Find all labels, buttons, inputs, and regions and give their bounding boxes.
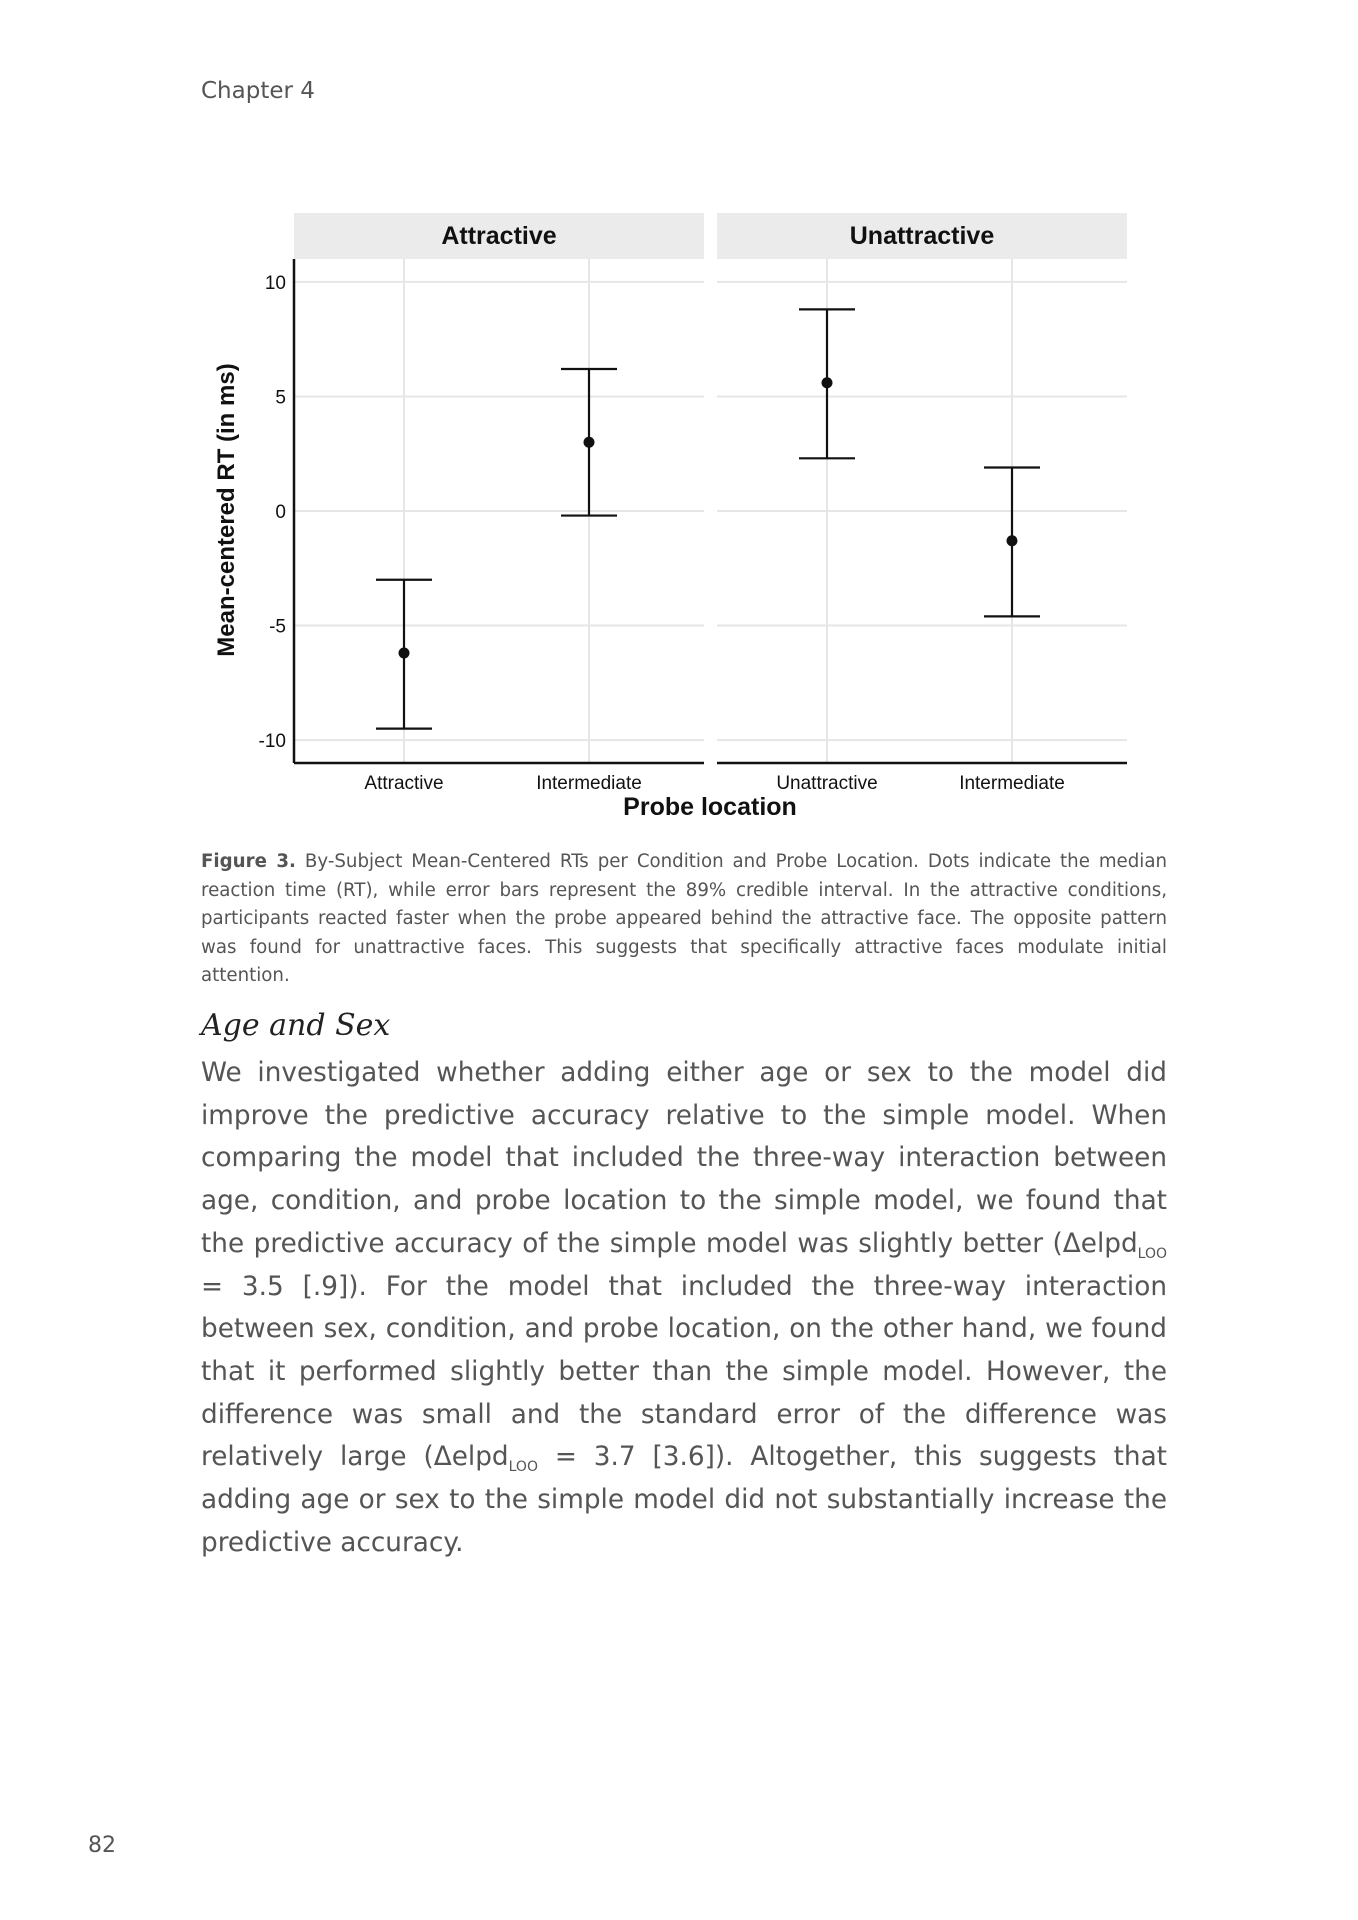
subscript-loo: LOO (1137, 1245, 1167, 1262)
median-point (399, 648, 410, 659)
body-paragraph (201, 1052, 1167, 1564)
figure-label: Figure 3. (201, 851, 296, 872)
x-axis-label: Probe location (623, 793, 797, 821)
x-tick-label: Intermediate (536, 773, 642, 794)
panel-title: Attractive (441, 222, 557, 250)
x-tick-label: Intermediate (959, 773, 1065, 794)
y-tick-label: -10 (258, 731, 286, 753)
panel-unattractive (717, 213, 1127, 794)
error-bar-chart (200, 200, 1140, 830)
y-tick-label: -5 (269, 616, 286, 638)
figure-caption (201, 848, 1167, 991)
paragraph-text-1: We investigated whether adding either age or sex to the model did improve the predictive accuracy relative to the simple model. When comparing the model that included the three-way interaction between age, condition, and probe location to the simple model, we found that the predictive accuracy of the simple model was slightly better (Δelpd (201, 1058, 1167, 1259)
section-heading: Age and Sex (201, 1008, 391, 1043)
median-point (1007, 535, 1018, 546)
x-tick-label: Unattractive (776, 773, 878, 794)
caption-text: By-Subject Mean-Centered RTs per Condition and Probe Location. Dots indicate the median reaction time (RT), while error bars represent the 89% credible interval. In the attractive conditions, participants reacted faster when the probe appeared behind the attractive face. The opposite pattern was found for unattractive faces. This suggests that specifically attractive faces modulate initial attention. (201, 851, 1167, 986)
y-tick-label: 5 (275, 387, 286, 409)
running-header: Chapter 4 (201, 78, 315, 104)
y-tick-label: 0 (275, 502, 286, 523)
page-number: 82 (88, 1833, 116, 1858)
subscript-loo: LOO (508, 1459, 538, 1476)
paragraph-text-3: = 3.7 [3.6]). Altogether, this suggests that adding age or sex to the simple model did not substantially increase the predictive accuracy. (201, 1442, 1167, 1558)
y-axis (259, 259, 294, 763)
x-tick-label: Attractive (364, 773, 444, 794)
y-axis-label: Mean-centered RT (in ms) (213, 363, 240, 657)
panel-attractive (294, 213, 704, 794)
median-point (822, 377, 833, 388)
paragraph-text-2: = 3.5 [.9]). For the model that included the three-way interaction between sex, condition, and probe location, on the other hand, we found that it performed slightly better than the simple model. However, the difference was small and the standard error of the difference was relatively large (Δelpd (201, 1271, 1167, 1473)
panel-title: Unattractive (849, 222, 995, 250)
y-tick-label: 10 (264, 272, 286, 294)
median-point (584, 437, 595, 448)
